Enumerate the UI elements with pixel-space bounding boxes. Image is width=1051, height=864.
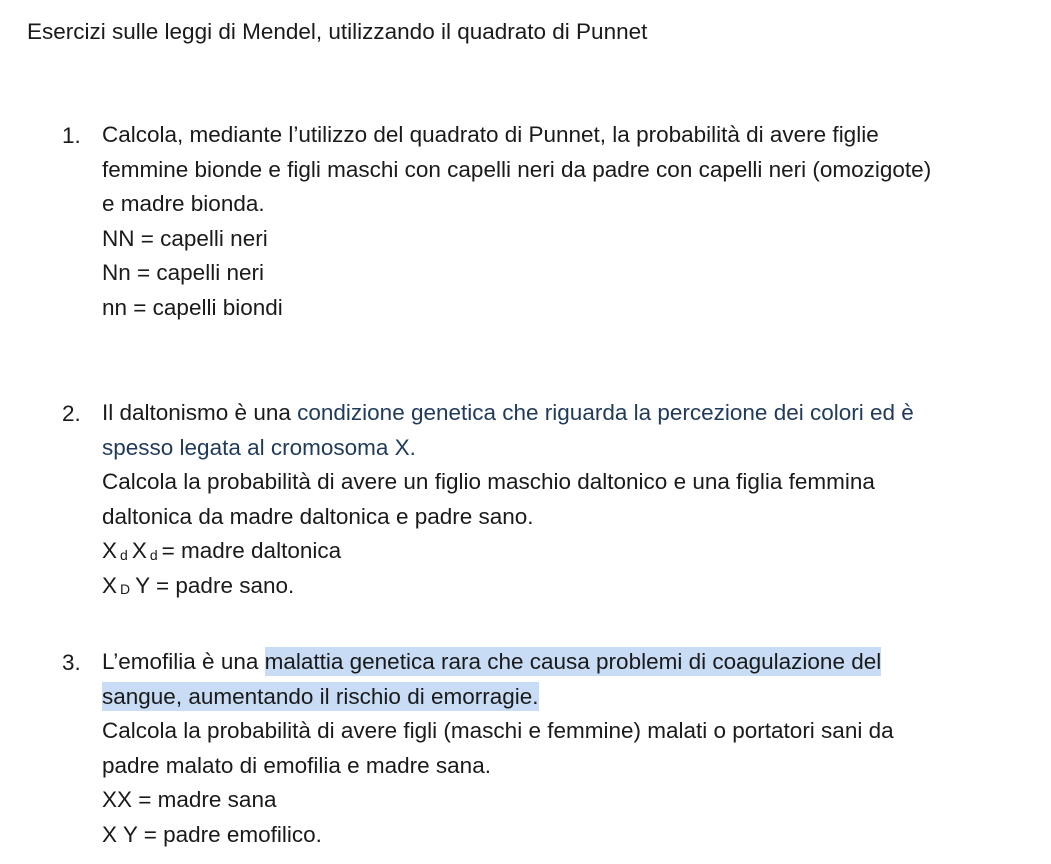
- genotype-line: [102, 569, 1042, 604]
- exercise-text-line: [102, 645, 1042, 680]
- genotype-meaning: = madre daltonica: [161, 538, 342, 563]
- exercise-text-line: daltonica da madre daltonica e padre sano.: [102, 503, 534, 529]
- genotype-meaning: = padre sano.: [156, 572, 295, 598]
- allele-subscript: d: [120, 547, 128, 563]
- highlighted-text: sangue, aumentando il rischio di emorragie.: [102, 683, 539, 709]
- allele: Y: [135, 572, 150, 598]
- exercise-text-line: [102, 396, 1042, 431]
- exercise-text-line: padre malato di emofilia e madre sana.: [102, 752, 491, 778]
- plain-text: L’emofilia è una: [102, 649, 265, 674]
- exercise-text-line: [102, 431, 1042, 466]
- exercise-number: 2.: [62, 401, 81, 426]
- plain-text: Il daltonismo è una: [102, 400, 298, 425]
- genotype-line: X Y = padre emofilico.: [102, 821, 322, 847]
- exercise-text-line: Calcola, mediante l’utilizzo del quadrato di Punnet, la probabilità di avere figlie: [102, 122, 879, 147]
- blue-text: spesso legata al cromosoma X.: [102, 434, 416, 460]
- allele: X: [102, 538, 118, 563]
- genotype-line: nn = capelli biondi: [102, 294, 283, 320]
- allele: X: [131, 538, 147, 563]
- genotype-line: NN = capelli neri: [102, 225, 268, 251]
- exercise-number: 1.: [62, 123, 81, 148]
- exercise-text-line: e madre bionda.: [102, 191, 265, 216]
- exercise-text-line: [102, 680, 1042, 715]
- page-title: Esercizi sulle leggi di Mendel, utilizzando il quadrato di Punnet: [27, 19, 648, 44]
- allele-subscript: D: [120, 580, 131, 597]
- allele: X: [102, 572, 118, 598]
- exercise-text-line: femmine bionde e figli maschi con capelli neri da padre con capelli neri (omozigote): [102, 156, 932, 182]
- highlighted-text: malattia genetica rara che causa problemi di coagulazione del: [264, 649, 882, 674]
- genotype-line: XX = madre sana: [102, 787, 277, 812]
- exercise-text-line: Calcola la probabilità di avere figli (maschi e femmine) malati o portatori sani da: [102, 718, 894, 743]
- exercise-number: 3.: [62, 650, 81, 675]
- allele-subscript: d: [149, 547, 158, 563]
- genotype-line: Nn = capelli neri: [102, 260, 264, 285]
- blue-text: condizione genetica che riguarda la percezione dei colori ed è: [297, 400, 914, 425]
- genotype-line: [102, 534, 1042, 569]
- exercise-text-line: Calcola la probabilità di avere un figlio maschio daltonico e una figlia femmina: [102, 469, 875, 494]
